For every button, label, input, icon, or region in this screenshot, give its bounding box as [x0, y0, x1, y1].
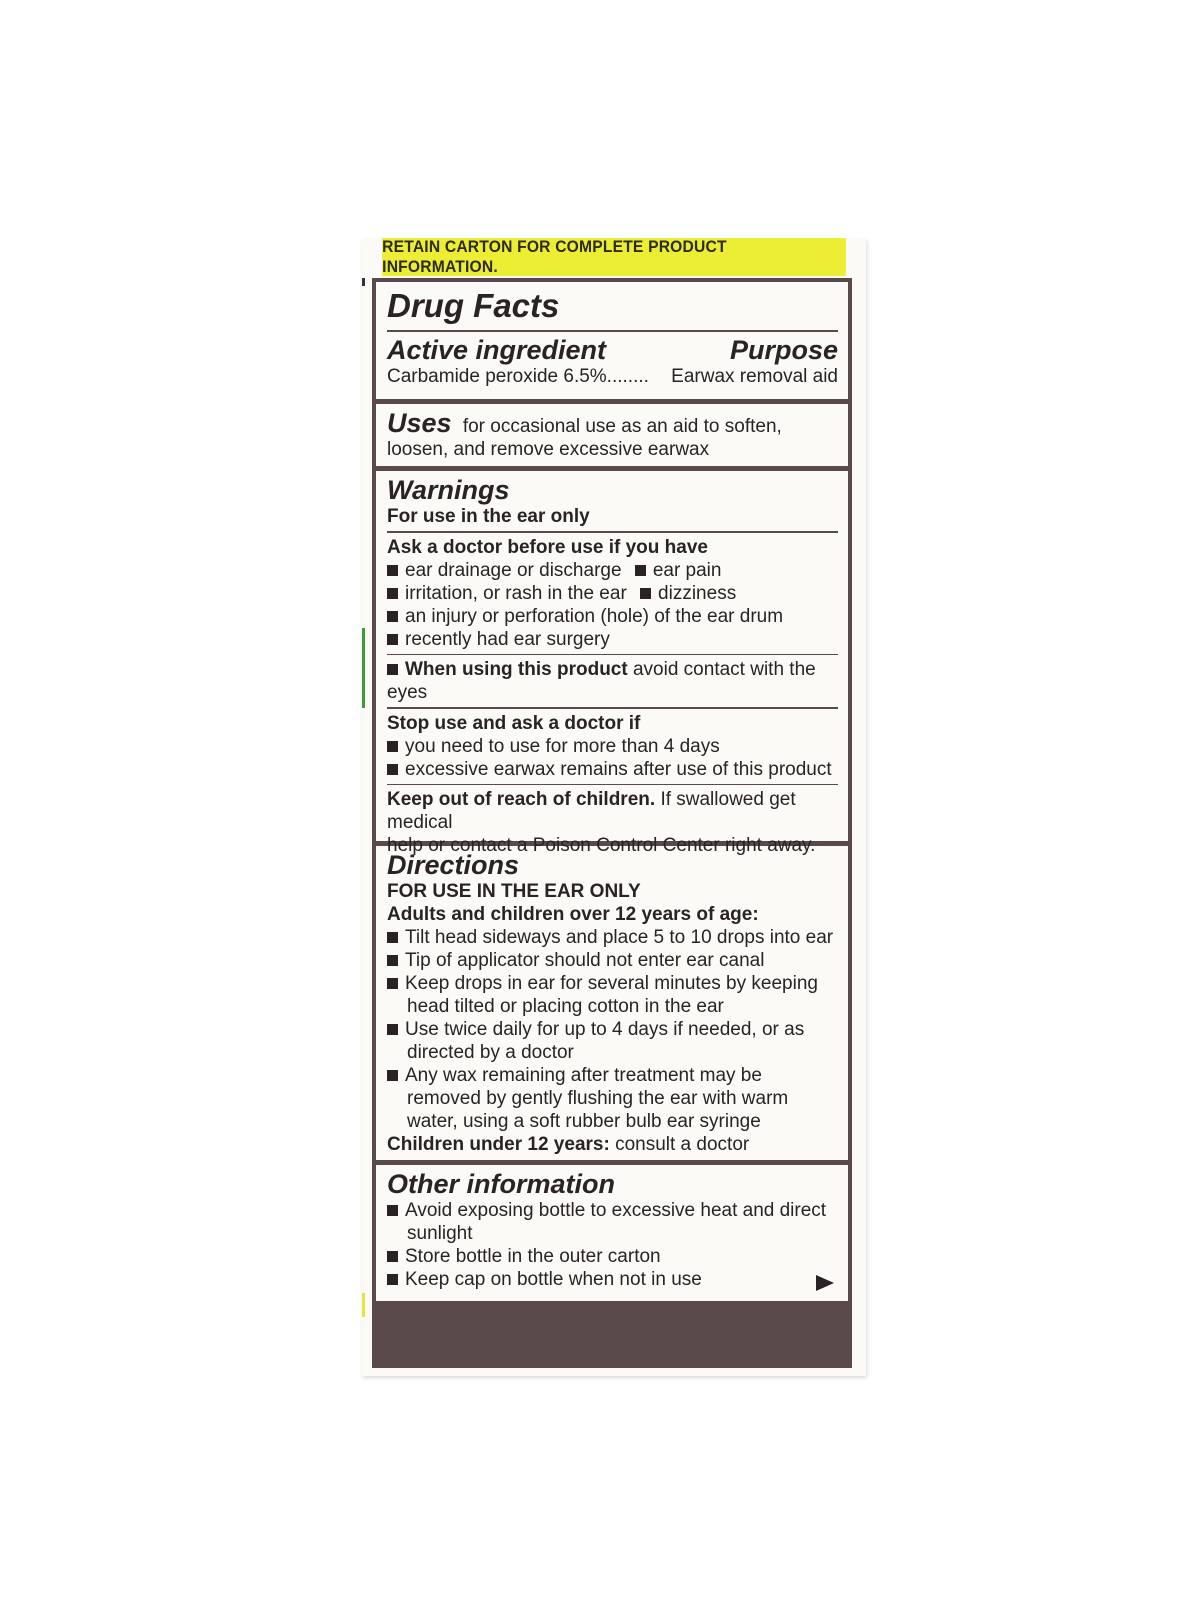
- when-using-line: When using this product avoid contact with the eyes: [387, 659, 816, 703]
- warning-list-item: irritation, or rash in the ear dizziness: [387, 582, 838, 605]
- bullet-icon: [387, 634, 398, 645]
- bullet-icon: [387, 1070, 398, 1081]
- carton-side-panel: [362, 238, 866, 1376]
- direction-item: Any wax remaining after treatment may be removed by gently flushing the ear with warm water, using a soft rubber bulb ear syringe: [387, 1064, 838, 1133]
- active-ingredient-row: [387, 365, 838, 388]
- uses-text-1: for occasional use as an aid to soften,: [462, 416, 782, 437]
- drug-facts-header-box: [376, 282, 848, 399]
- direction-item: Use twice daily for up to 4 days if needed, or as directed by a doctor: [387, 1018, 838, 1064]
- direction-item: Tilt head sideways and place 5 to 10 drops into ear: [387, 926, 838, 949]
- ask-doctor-heading: Ask a doctor before use if you have: [387, 536, 708, 558]
- directions-box: [376, 846, 848, 1160]
- bullet-icon: [387, 955, 398, 966]
- carton-edge-yellow-stripe: [362, 1293, 365, 1317]
- other-info-item: Store bottle in the outer carton: [387, 1245, 838, 1268]
- carton-edge-green-stripe: [362, 628, 365, 708]
- warnings-heading: Warnings: [387, 475, 510, 505]
- bullet-icon: [387, 565, 398, 576]
- warning-list-item: recently had ear surgery: [387, 628, 838, 651]
- uses-text-2: loosen, and remove excessive earwax: [387, 439, 710, 460]
- divider: [387, 707, 838, 709]
- bullet-icon: [635, 565, 646, 576]
- other-info-item: Keep cap on bottle when not in use: [387, 1268, 838, 1291]
- carton-edge-mark: [362, 278, 365, 286]
- direction-item: Keep drops in ear for several minutes by keeping head tilted or placing cotton in the ear: [387, 972, 838, 1018]
- bullet-icon: [387, 932, 398, 943]
- bullet-icon: [387, 588, 398, 599]
- uses-box: [376, 404, 848, 466]
- bullet-icon: [387, 664, 398, 675]
- other-info-heading: Other information: [387, 1169, 615, 1199]
- bullet-icon: [387, 1205, 398, 1216]
- purpose-heading: Purpose: [729, 335, 838, 365]
- warning-list-item: ear drainage or discharge ear pain: [387, 559, 838, 582]
- other-info-box: [376, 1165, 848, 1301]
- other-info-item: Avoid exposing bottle to excessive heat and direct sunlight: [387, 1199, 838, 1245]
- drug-facts-title: Drug Facts: [387, 287, 560, 324]
- warnings-box: [376, 471, 848, 856]
- continue-arrow-icon: [816, 1275, 834, 1291]
- bullet-icon: [387, 1251, 398, 1262]
- retain-carton-banner: RETAIN CARTON FOR COMPLETE PRODUCT INFORMATION.: [382, 238, 846, 276]
- active-ingredient-header-row: [387, 335, 838, 365]
- warning-list-item: an injury or perforation (hole) of the ear drum: [387, 605, 838, 628]
- stop-use-item: you need to use for more than 4 days: [387, 735, 838, 758]
- bullet-icon: [387, 741, 398, 752]
- directions-heading: Directions: [387, 850, 520, 880]
- divider: [387, 531, 838, 533]
- bullet-icon: [387, 764, 398, 775]
- stop-use-item: excessive earwax remains after use of this product: [387, 758, 838, 781]
- bullet-icon: [640, 588, 651, 599]
- keep-out-line-1: Keep out of reach of children. If swallowed get medical: [387, 789, 796, 833]
- divider: [387, 654, 838, 656]
- direction-item: Tip of applicator should not enter ear canal: [387, 949, 838, 972]
- bullet-icon: [387, 1274, 398, 1285]
- keep-out-line-2: help or contact a Poison Control Center right away.: [387, 835, 816, 856]
- bullet-icon: [387, 611, 398, 622]
- adults-heading: Adults and children over 12 years of age:: [387, 904, 759, 925]
- active-ingredient-purpose: Earwax removal aid: [671, 366, 838, 387]
- active-ingredient-name: Carbamide peroxide 6.5%........: [387, 366, 649, 387]
- directions-ear-only: FOR USE IN THE EAR ONLY: [387, 881, 641, 902]
- children-line: Children under 12 years: consult a doctor: [387, 1134, 750, 1155]
- uses-line-1: [387, 408, 838, 438]
- divider: [387, 784, 838, 786]
- uses-heading: Uses: [387, 408, 452, 438]
- drug-facts-panel: [372, 278, 852, 1368]
- warnings-ear-only: For use in the ear only: [387, 506, 590, 527]
- divider: [387, 330, 838, 332]
- bullet-icon: [387, 1024, 398, 1035]
- stop-use-heading: Stop use and ask a doctor if: [387, 712, 641, 734]
- active-ingredient-heading: Active ingredient: [387, 335, 607, 365]
- bullet-icon: [387, 978, 398, 989]
